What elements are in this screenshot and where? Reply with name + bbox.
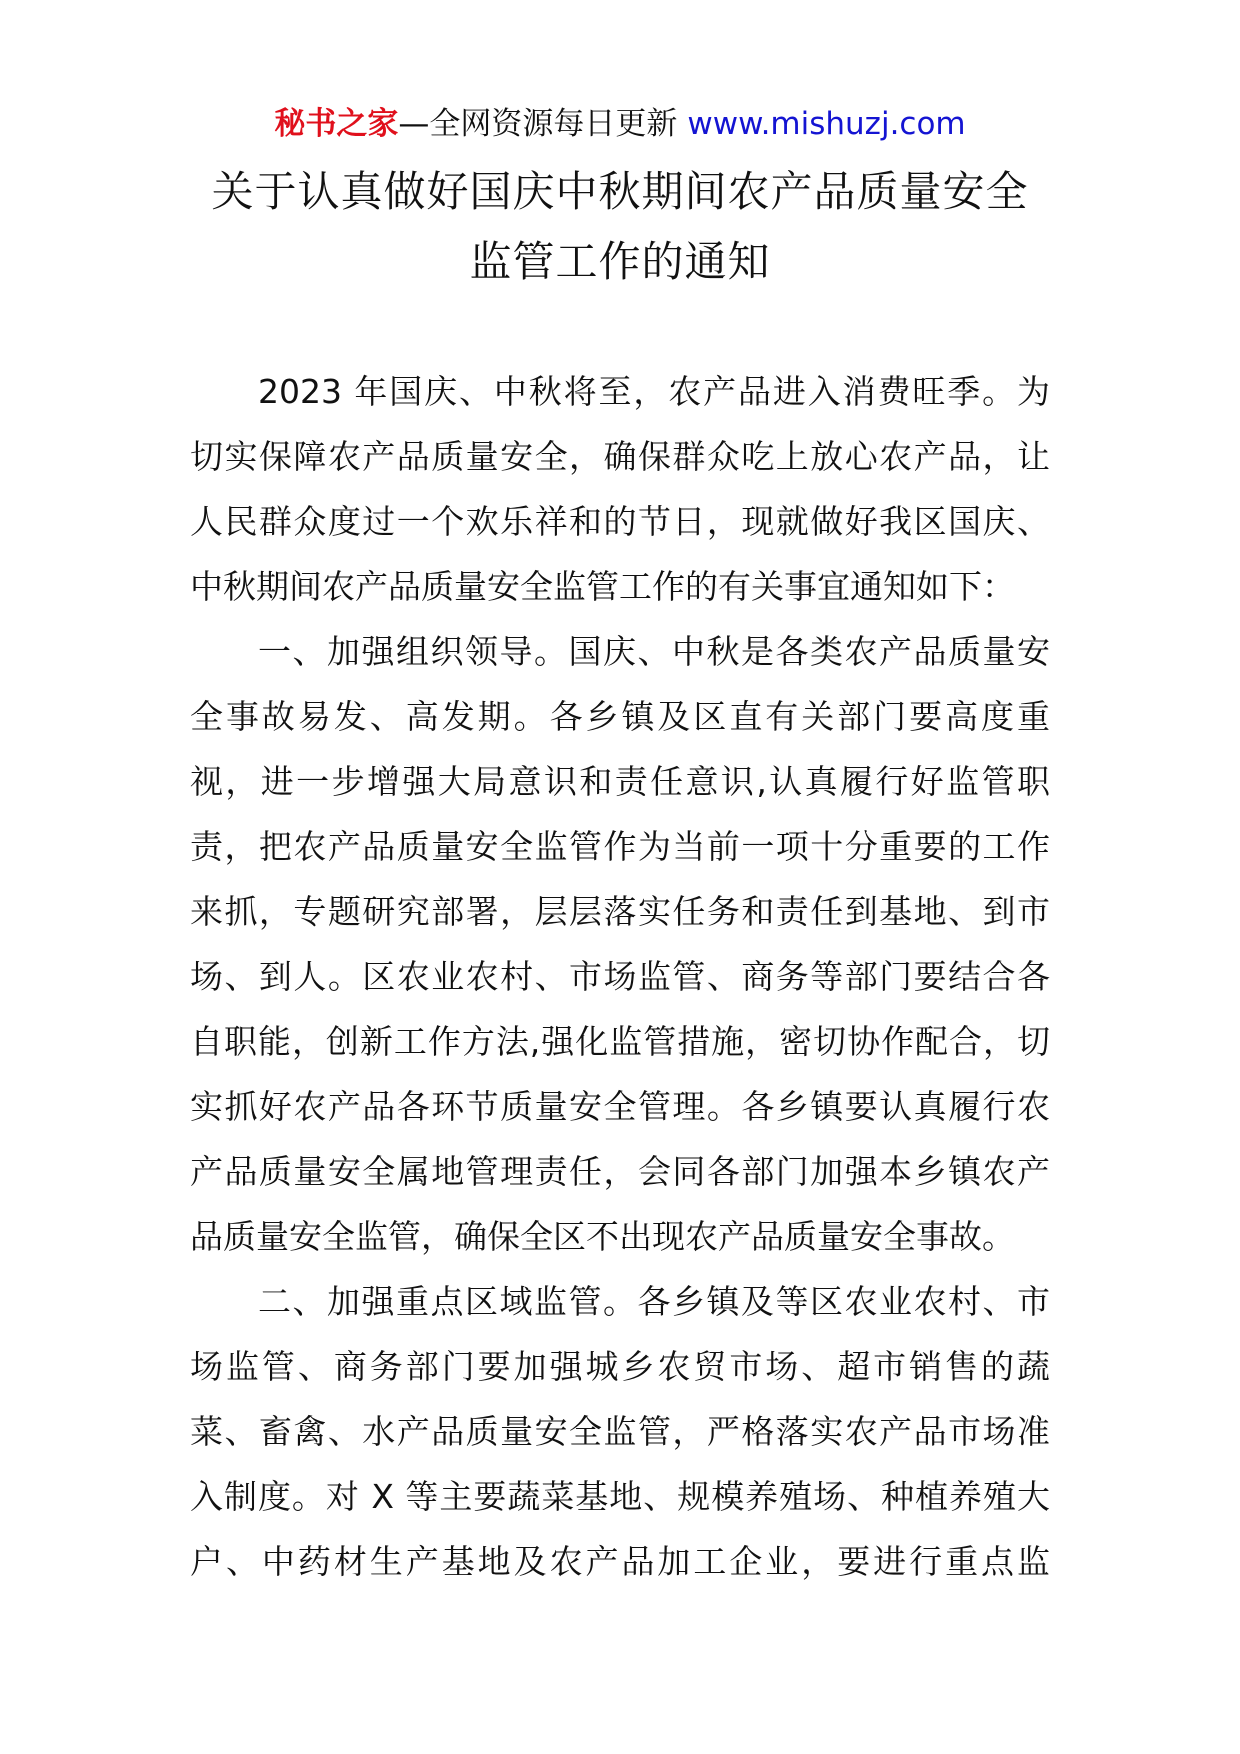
document-title-line-1: 关于认真做好国庆中秋期间农产品质量安全 <box>211 167 1029 216</box>
text-line: 场监管、商务部门要加强城乡农贸市场、超市销售的蔬 <box>190 1347 1050 1386</box>
text-line: 视，进一步增强大局意识和责任意识,认真履行好监管职 <box>190 762 1050 801</box>
text-line: 2023 年国庆、中秋将至，农产品进入消费旺季。为 <box>258 372 1050 411</box>
paragraph-section-1 <box>190 619 1050 1269</box>
text-line: 人民群众度过一个欢乐祥和的节日，现就做好我区国庆、 <box>190 502 1050 541</box>
header-brand: 秘书之家 <box>274 106 399 142</box>
paragraph-intro <box>190 359 1050 619</box>
text-line: 品质量安全监管，确保全区不出现农产品质量安全事故。 <box>190 1217 1015 1256</box>
text-line: 一、加强组织领导。国庆、中秋是各类农产品质量安 <box>258 632 1050 671</box>
header-url-link[interactable]: www.mishuzj.com <box>687 106 966 142</box>
text-line: 责，把农产品质量安全监管作为当前一项十分重要的工作 <box>190 827 1050 866</box>
text-line: 自职能，创新工作方法,强化监管措施，密切协作配合，切 <box>190 1022 1050 1061</box>
text-line: 菜、畜禽、水产品质量安全监管，严格落实农产品市场准 <box>190 1412 1050 1451</box>
text-line: 户、中药材生产基地及农产品加工企业，要进行重点监 <box>190 1542 1050 1581</box>
header-tagline: —全网资源每日更新 <box>398 106 678 142</box>
text-line: 中秋期间农产品质量安全监管工作的有关事宜通知如下： <box>190 567 1015 606</box>
text-line: 入制度。对 X 等主要蔬菜基地、规模养殖场、种植养殖大 <box>190 1477 1050 1516</box>
text-line: 切实保障农产品质量安全，确保群众吃上放心农产品，让 <box>190 437 1050 476</box>
text-line: 二、加强重点区域监管。各乡镇及等区农业农村、市 <box>258 1282 1050 1321</box>
document-title-line-2: 监管工作的通知 <box>469 237 771 286</box>
document-body <box>190 359 1050 1594</box>
text-line: 实抓好农产品各环节质量安全管理。各乡镇要认真履行农 <box>190 1087 1050 1126</box>
text-line: 产品质量安全属地管理责任，会同各部门加强本乡镇农产 <box>190 1152 1050 1191</box>
text-line: 来抓，专题研究部署，层层落实任务和责任到基地、到市 <box>190 892 1050 931</box>
watermark-header <box>0 102 1240 146</box>
text-line: 场、到人。区农业农村、市场监管、商务等部门要结合各 <box>190 957 1050 996</box>
paragraph-section-2 <box>190 1269 1050 1594</box>
text-line: 全事故易发、高发期。各乡镇及区直有关部门要高度重 <box>190 697 1050 736</box>
